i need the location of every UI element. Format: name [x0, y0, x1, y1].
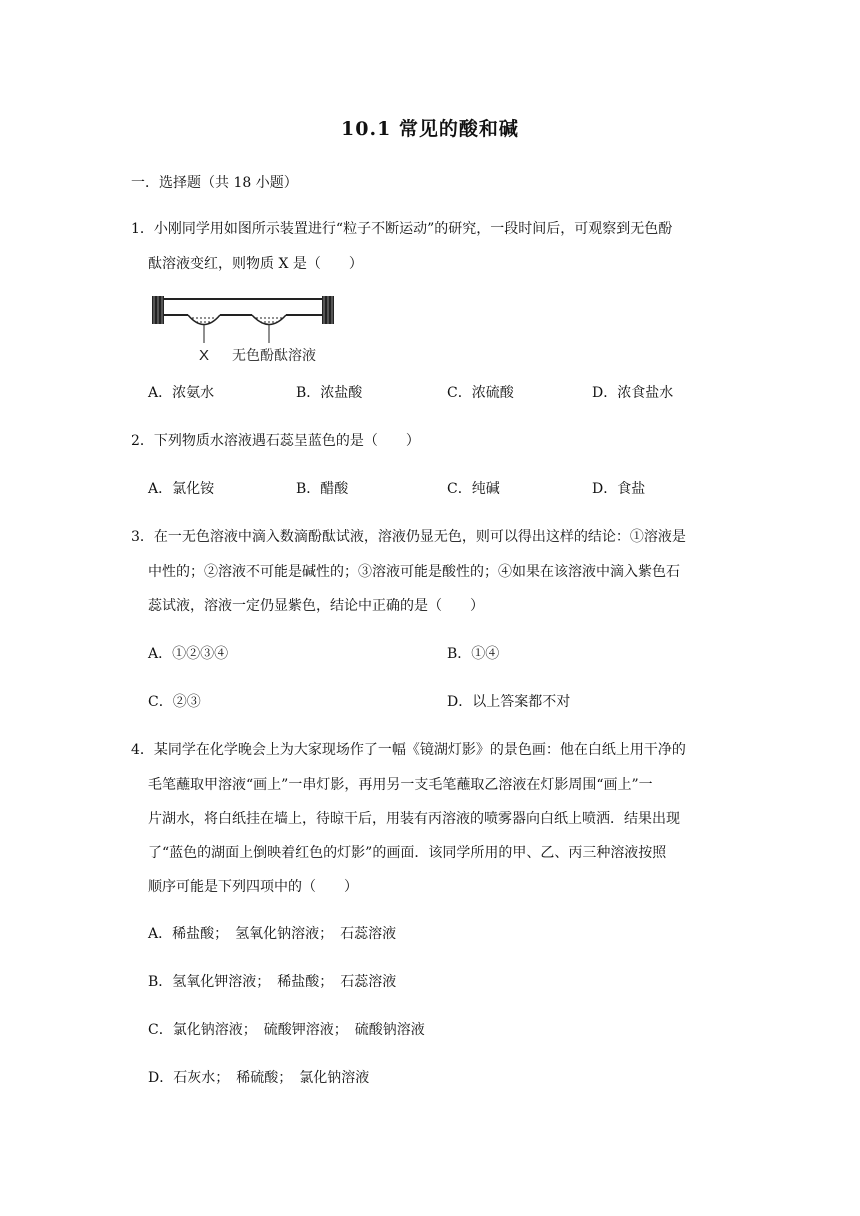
- q3-option-b[interactable]: B．①④: [447, 646, 500, 662]
- dish-x: [188, 315, 220, 325]
- question-2-text: 2．下列物质水溶液遇石蕊呈蓝色的是（ ）: [131, 433, 420, 449]
- label-x: X: [199, 347, 210, 364]
- q4-option-a[interactable]: A．稀盐酸； 氢氧化钠溶液； 石蕊溶液: [148, 926, 397, 942]
- q4-option-d[interactable]: D．石灰水； 稀硫酸； 氯化钠溶液: [148, 1070, 370, 1086]
- q4-option-c[interactable]: C．氯化钠溶液； 硫酸钾溶液； 硫酸钠溶液: [148, 1022, 425, 1038]
- question-4-text-cont2: 片湖水，将白纸挂在墙上，待晾干后，用装有丙溶液的喷雾器向白纸上喷洒．结果出现: [148, 811, 680, 827]
- q2-option-c[interactable]: C．纯碱: [447, 481, 500, 497]
- question-4-text-cont: 毛笔蘸取甲溶液“画上”一串灯影，再用另一支毛笔蘸取乙溶液在灯影周围“画上”一: [148, 777, 653, 793]
- page-title: 10.1 常见的酸和碱: [341, 118, 519, 140]
- question-1-text-cont: 酞溶液变红，则物质 X 是（ ）: [148, 256, 363, 272]
- q1-option-a[interactable]: A．浓氨水: [148, 385, 215, 401]
- q4-option-b[interactable]: B．氢氧化钾溶液； 稀盐酸； 石蕊溶液: [148, 974, 397, 990]
- question-4-text-cont3: 了“蓝色的湖面上倒映着红色的灯影”的画面．该同学所用的甲、乙、丙三种溶液按照: [148, 845, 667, 861]
- q2-option-a[interactable]: A．氯化铵: [148, 481, 215, 497]
- section-heading: 一．选择题（共 18 小题）: [131, 175, 298, 191]
- dish-phenolphthalein: [252, 315, 286, 325]
- question-3-text-cont: 中性的；②溶液不可能是碱性的；③溶液可能是酸性的；④如果在该溶液中滴入紫色石: [148, 564, 680, 580]
- q1-option-c[interactable]: C．浓硫酸: [447, 385, 514, 401]
- q1-option-b[interactable]: B．浓盐酸: [296, 385, 363, 401]
- question-4-text: 4．某同学在化学晚会上为大家现场作了一幅《镜湖灯影》的景色画：他在白纸上用干净的: [131, 742, 686, 758]
- label-phenolphthalein: 无色酚酞溶液: [232, 347, 316, 363]
- question-3-text-cont2: 蕊试液，溶液一定仍显紫色，结论中正确的是（ ）: [148, 598, 484, 614]
- q3-option-d[interactable]: D．以上答案都不对: [447, 694, 571, 710]
- diffusion-apparatus-figure: [148, 290, 338, 370]
- q1-option-d[interactable]: D．浓食盐水: [592, 385, 674, 401]
- q3-option-a[interactable]: A．①②③④: [148, 646, 229, 662]
- q2-option-d[interactable]: D．食盐: [592, 481, 646, 497]
- question-4-text-cont4: 顺序可能是下列四项中的（ ）: [148, 879, 358, 895]
- question-1-text: 1．小刚同学用如图所示装置进行“粒子不断运动”的研究，一段时间后，可观察到无色酚: [131, 221, 673, 237]
- q2-option-b[interactable]: B．醋酸: [296, 481, 349, 497]
- q3-option-c[interactable]: C．②③: [148, 694, 201, 710]
- question-3-text: 3．在一无色溶液中滴入数滴酚酞试液，溶液仍显无色，则可以得出这样的结论：①溶液是: [131, 529, 686, 545]
